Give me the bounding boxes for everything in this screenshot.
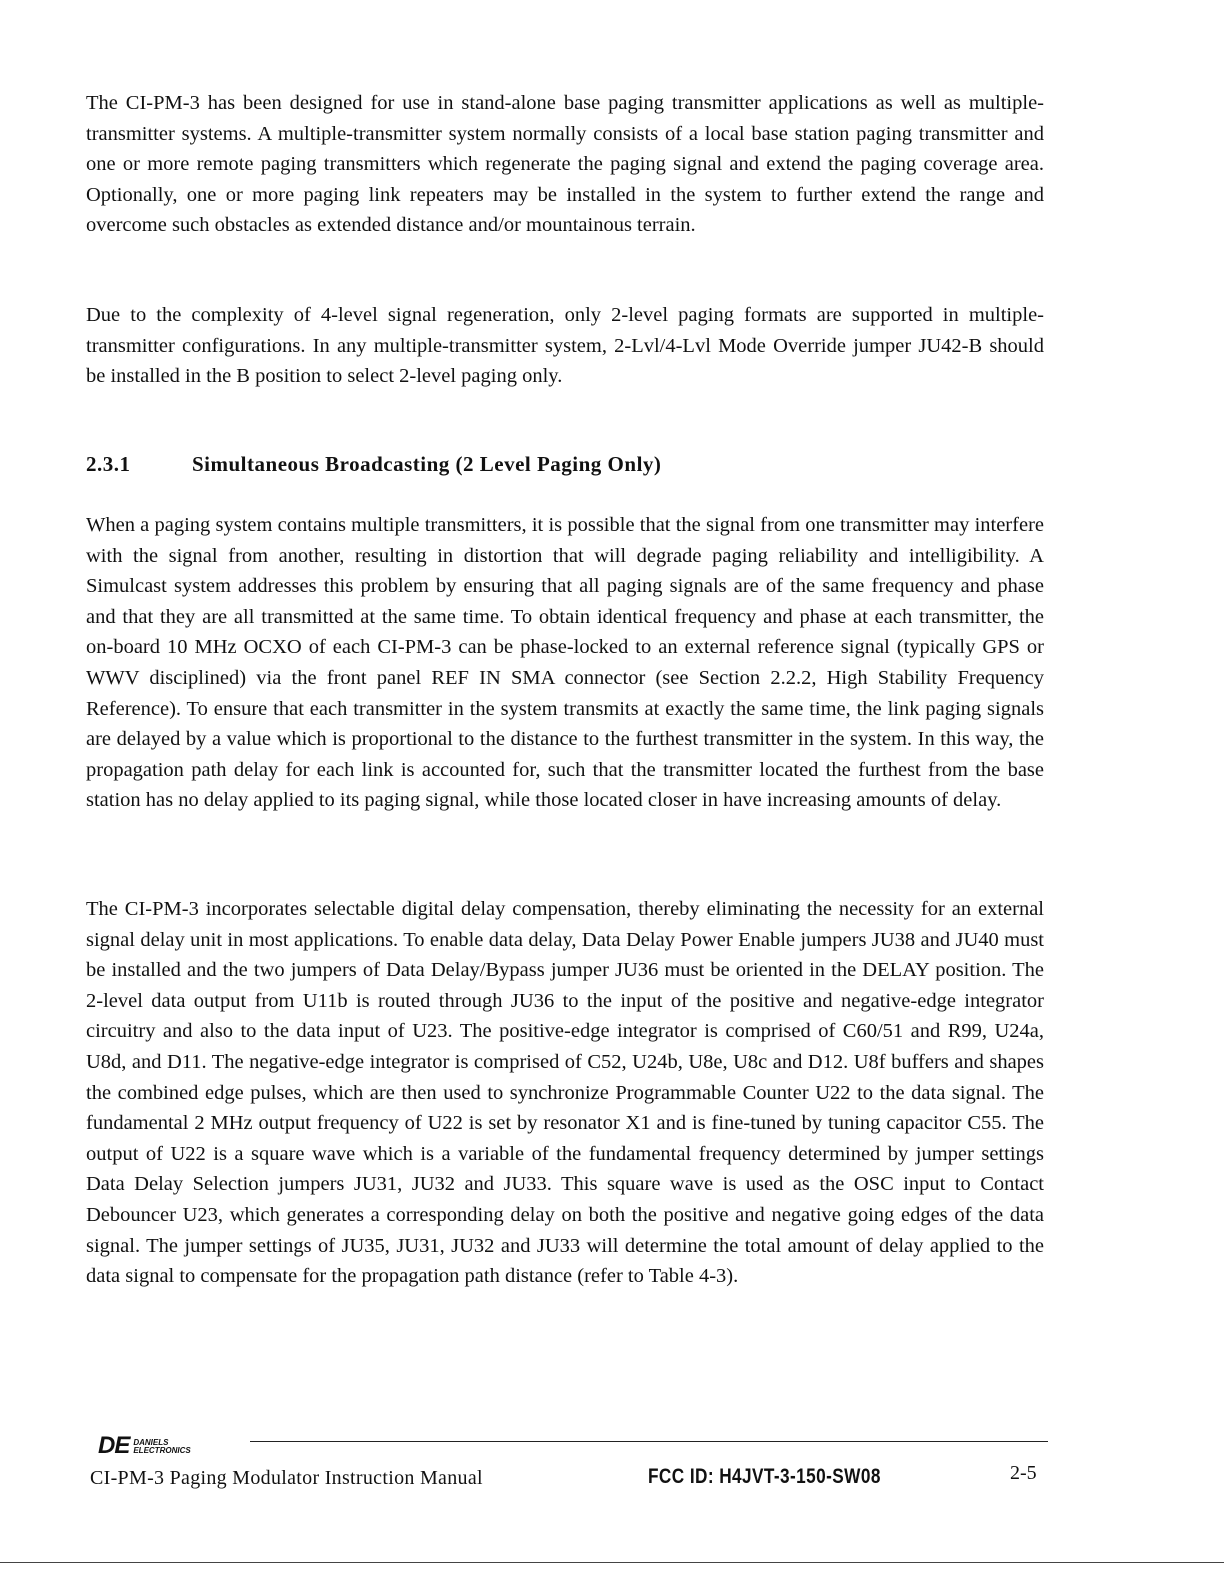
section-title: Simultaneous Broadcasting (2 Level Paging Only) — [192, 452, 662, 476]
section-heading — [86, 452, 661, 477]
page-number: 2-5 — [1010, 1462, 1037, 1484]
footer-divider — [250, 1441, 1048, 1442]
page-bottom-edge — [0, 1562, 1224, 1563]
logo-line-daniels: DANIELS — [133, 1438, 169, 1447]
intro-paragraph: The CI-PM-3 has been designed for use in stand-alone base paging transmitter applications as well as multiple-transmitter systems. A multiple-transmitter system normally consists of a local base station paging transmitter and one or more remote paging transmitters which regenerate the paging signal and extend the paging coverage area. Optionally, one or more paging link repeaters may be installed in the system to further extend the range and overcome such obstacles as extended distance and/or mountainous terrain. — [86, 92, 1044, 237]
logo-mark: DE — [98, 1432, 130, 1459]
manual-title: CI-PM-3 Paging Modulator Instruction Manual — [90, 1467, 483, 1489]
level-paging-paragraph: Due to the complexity of 4-level signal regeneration, only 2-level paging formats are supported in multiple-transmitter configurations. In any multiple-transmitter system, 2-Lvl/4-Lvl Mode Override jumper JU42-B should be installed in the B position to select 2-level paging only. — [86, 304, 1044, 388]
delay-compensation-paragraph: The CI-PM-3 incorporates selectable digital delay compensation, thereby eliminating the necessity for an external signal delay unit in most applications. To enable data delay, Data Delay Power Enable jumpers JU38 and JU40 must be installed and the two jumpers of Data Delay/Bypass jumper JU36 must be oriented in the DELAY position. The 2-level data output from U11b is routed through JU36 to the input of the positive and negative-edge integrator circuitry and also to the data input of U23. The positive-edge integrator is comprised of C60/51 and R99, U24a, U8d, and D11. The negative-edge integrator is comprised of C52, U24b, U8e, U8c and D12. U8f buffers and shapes the combined edge pulses, which are then used to synchronize Programmable Counter U22 to the data signal. The fundamental 2 MHz output frequency of U22 is set by resonator X1 and is fine-tuned by tuning capacitor C55. The output of U22 is a square wave which is a variable of the fundamental frequency determined by jumper settings Data Delay Selection jumpers JU31, JU32 and JU33. This square wave is used as the OSC input to Contact Debouncer U23, which generates a corresponding delay on both the positive and negative going edges of the data signal. The jumper settings of JU35, JU31, JU32 and JU33 will determine the total amount of delay applied to the data signal to compensate for the propagation path distance (refer to Table 4-3). — [86, 898, 1044, 1288]
section-number: 2.3.1 — [86, 452, 131, 476]
simulcast-paragraph: When a paging system contains multiple transmitters, it is possible that the signal from one transmitter may interfere with the signal from another, resulting in distortion that will degrade paging reliability and intelligibility. A Simulcast system addresses this problem by ensuring that all paging signals are of the same frequency and phase and that they are all transmitted at the same time. To obtain identical frequency and phase at each transmitter, the on-board 10 MHz OCXO of each CI-PM-3 can be phase-locked to an external reference signal (typically GPS or WWV disciplined) via the front panel REF IN SMA connector (see Section 2.2.2, High Stability Frequency Reference). To ensure that each transmitter in the system transmits at exactly the same time, the link paging signals are delayed by a value which is proportional to the distance to the furthest transmitter in the system. In this way, the propagation path delay for each link is accounted for, such that the transmitter located the furthest from the base station has no delay applied to its paging signal, while those located closer in have increasing amounts of delay. — [86, 514, 1044, 812]
fcc-id-stamp: FCC ID: H4JVT-3-150-SW08 — [648, 1465, 881, 1488]
logo-line-electronics: ELECTRONICS — [133, 1446, 191, 1455]
daniels-electronics-logo — [98, 1434, 191, 1458]
logo-words — [133, 1439, 190, 1455]
